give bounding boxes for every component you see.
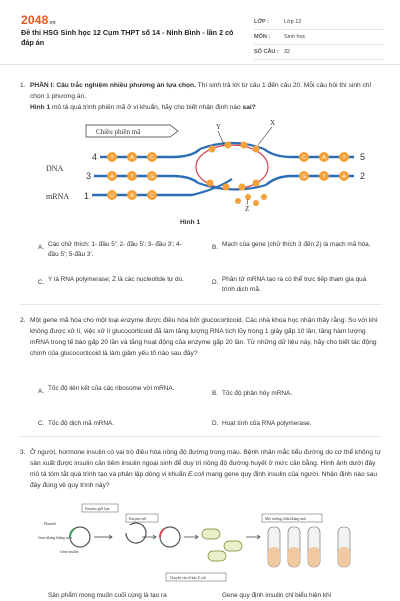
free-nucleotides	[235, 194, 267, 206]
option-text: Y là RNA polymerase; Z là các nucleotide tự do.	[48, 276, 184, 283]
transcription-figure	[42, 119, 382, 217]
q2-option-d[interactable]	[212, 419, 377, 429]
direction-label: Chiều phiên mã	[96, 128, 141, 136]
label-restriction-enzyme: Enzyme giới hạn	[85, 507, 110, 511]
divider	[20, 304, 382, 305]
logo-suffix: vn	[49, 20, 56, 26]
option-letter: A.	[38, 244, 45, 251]
divider	[20, 436, 382, 437]
base-top-1: T	[110, 155, 114, 161]
part-heading: PHẦN I: Câu trắc nghiệm nhiều phương án lựa chọn.	[30, 82, 196, 89]
option-letter: D.	[212, 279, 219, 286]
culture-tubes	[268, 527, 350, 567]
dna-label: DNA	[46, 164, 64, 173]
figure-caption: Hình 1	[180, 219, 201, 226]
strand-number-4: 4	[92, 152, 98, 162]
cut-plasmid-icon	[126, 523, 146, 543]
base-mid-1: A	[110, 174, 114, 180]
meta-count-value: 32	[284, 49, 291, 55]
strand-number-3: 3	[86, 171, 92, 181]
label-plasmid: Plasmid	[44, 522, 56, 526]
x-label: X	[270, 119, 276, 127]
option-text: Gene quy định insulin chỉ biểu hiện khi	[222, 592, 332, 599]
q2-option-c[interactable]	[38, 419, 198, 429]
question-number: 2.	[20, 317, 26, 324]
site-logo[interactable]	[21, 13, 56, 27]
meta-count-row	[254, 45, 384, 60]
q2-option-b[interactable]	[212, 389, 377, 399]
meta-grade-label: LỚP :	[254, 19, 269, 25]
base-right-top-3: T	[342, 155, 346, 161]
label-insulin-gene: Gene insulin	[60, 550, 79, 554]
option-letter: B.	[212, 390, 219, 397]
base-right-top-1: C	[302, 155, 306, 161]
question-3	[20, 447, 382, 491]
base-right-bottom-3: A	[342, 174, 346, 180]
question-text-end: mang gene quy định insulin của người. Nhận định nào sau đây đúng về quy trình này?	[30, 471, 378, 489]
mrna-label: mRNA	[46, 192, 70, 201]
z-label: Z	[245, 205, 250, 213]
question-2	[20, 315, 382, 359]
q1-option-c[interactable]	[38, 275, 188, 285]
cloning-figure	[38, 503, 368, 585]
meta-count-label: SỐ CÂU :	[254, 49, 279, 55]
q1-option-d[interactable]	[212, 275, 377, 295]
option-text: Tốc độ dịch mã mRNA.	[48, 420, 115, 427]
meta-grade-value: Lớp 12	[284, 19, 302, 25]
base-right-top-2: A	[322, 155, 326, 161]
strand-number-5: 5	[360, 152, 366, 162]
base-right-bottom-1: G	[301, 174, 307, 180]
option-letter: C.	[38, 279, 45, 286]
q1-option-b[interactable]	[212, 240, 377, 250]
direction-arrow	[86, 125, 178, 137]
exam-meta	[254, 15, 384, 60]
meta-subject-row	[254, 30, 384, 45]
label-resistance-gene: Gene kháng kháng sinh	[38, 536, 72, 540]
label-antibiotic-medium: Môi trường chứa kháng sinh	[265, 517, 306, 521]
option-text: Tốc độ phân hủy mRNA.	[222, 390, 292, 397]
process-arrows	[94, 535, 260, 539]
figure-ref: Hình 1	[30, 104, 51, 111]
q1-option-a[interactable]	[38, 240, 188, 260]
document-title: Đề thi HSG Sinh học 12 Cụm THPT số 14 - Ninh Bình - lần 2 có đáp án	[21, 28, 234, 47]
label-ligase: Enzyme nối	[129, 517, 147, 521]
question-number: 3.	[20, 449, 26, 456]
base-mid-2: T	[130, 174, 134, 180]
question-text: Một gene mã hóa cho một loại enzyme được điều hòa bởi glucocorticoid. Các nhà khoa học nhận thấy rằng: So với khi không được xử lí, việc xử lí glucocorticoid đã làm tăng lượng RNA tích lũy trong 1 giây gấp 10 lần, tăng hàm lượng mRNA trong tế bào gấp 20 lần và tăng hoạt động của enzyme gấp 20 lần. Từ những dữ liệu này, hãy cho biết tác động chính của glucocorticoid là làm giảm yếu tố nào sau đây?	[30, 317, 378, 357]
strand-number-1: 1	[84, 191, 90, 201]
y-label: Y	[216, 123, 222, 131]
meta-grade-row	[254, 15, 384, 30]
base-right-bottom-2: T	[322, 174, 326, 180]
base-mrna-2: A	[130, 193, 134, 199]
base-top-3: C	[150, 155, 154, 161]
option-letter: A.	[38, 388, 45, 395]
option-letter: C.	[38, 420, 45, 427]
option-text: Các chữ thích: 1- đầu 5'; 2- đầu 5'; 3- đầu 3'; 4- đầu 5'; 5-đầu 3'.	[48, 241, 182, 258]
question-number: 1.	[20, 82, 26, 89]
option-text: Mạch của gene (chữ thích 3 đến 2) là mạch mã hóa.	[222, 241, 371, 248]
base-mrna-3: C	[150, 193, 154, 199]
meta-subject-value: Sinh học	[284, 34, 306, 40]
base-mrna-1: U	[110, 193, 114, 199]
option-text: Hoạt tính của RNA polymerase.	[222, 420, 312, 427]
base-mid-3: G	[149, 174, 155, 180]
option-text: Tốc độ liên kết của các ribosome với mRNA.	[48, 385, 175, 392]
option-letter: B.	[212, 244, 219, 251]
meta-subject-label: MÔN :	[254, 34, 271, 40]
prompt-emphasis: sai?	[242, 104, 256, 111]
page-header	[0, 0, 400, 65]
base-top-2: A	[130, 155, 134, 161]
question-1	[20, 80, 382, 113]
bacteria-cells	[202, 529, 242, 561]
label-transfer: Chuyển vào tế bào E.coli	[170, 576, 207, 580]
part-instructions: Thí sinh trả lời từ câu 1 đến câu 20. Mỗi câu hỏi thí sinh chỉ chọn 1 phương án.	[30, 82, 371, 100]
logo-text: 2048	[21, 13, 49, 27]
ecoli-term: E.coli	[188, 471, 205, 478]
option-text: Phân tử mRNA tạo ra có thể trực tiếp tham gia quá trình dịch mã.	[222, 276, 367, 293]
question-prompt: mô tả quá trình phiên mã ở vi khuẩn, hãy cho biết nhận định nào	[50, 104, 243, 111]
question-text: Ở người, hormone insulin có vai trò điều hòa nồng độ đường trong máu. Bệnh nhân mắc tiểu đường do cơ thể không tự sản xuất được insulin cần tiêm insulin ngoại sinh để duy trì nồng độ đường huyết ở mức cân bằng. Hình ảnh dưới đây mô tả tóm tắt quá trình tạo và phân lập dòng vi khuẩn	[30, 449, 382, 478]
strand-number-2: 2	[360, 171, 366, 181]
q2-option-a[interactable]	[38, 384, 198, 394]
option-text: Sản phẩm mong muốn cuối cùng là tạo ra	[48, 592, 167, 599]
option-letter: D.	[212, 420, 219, 427]
